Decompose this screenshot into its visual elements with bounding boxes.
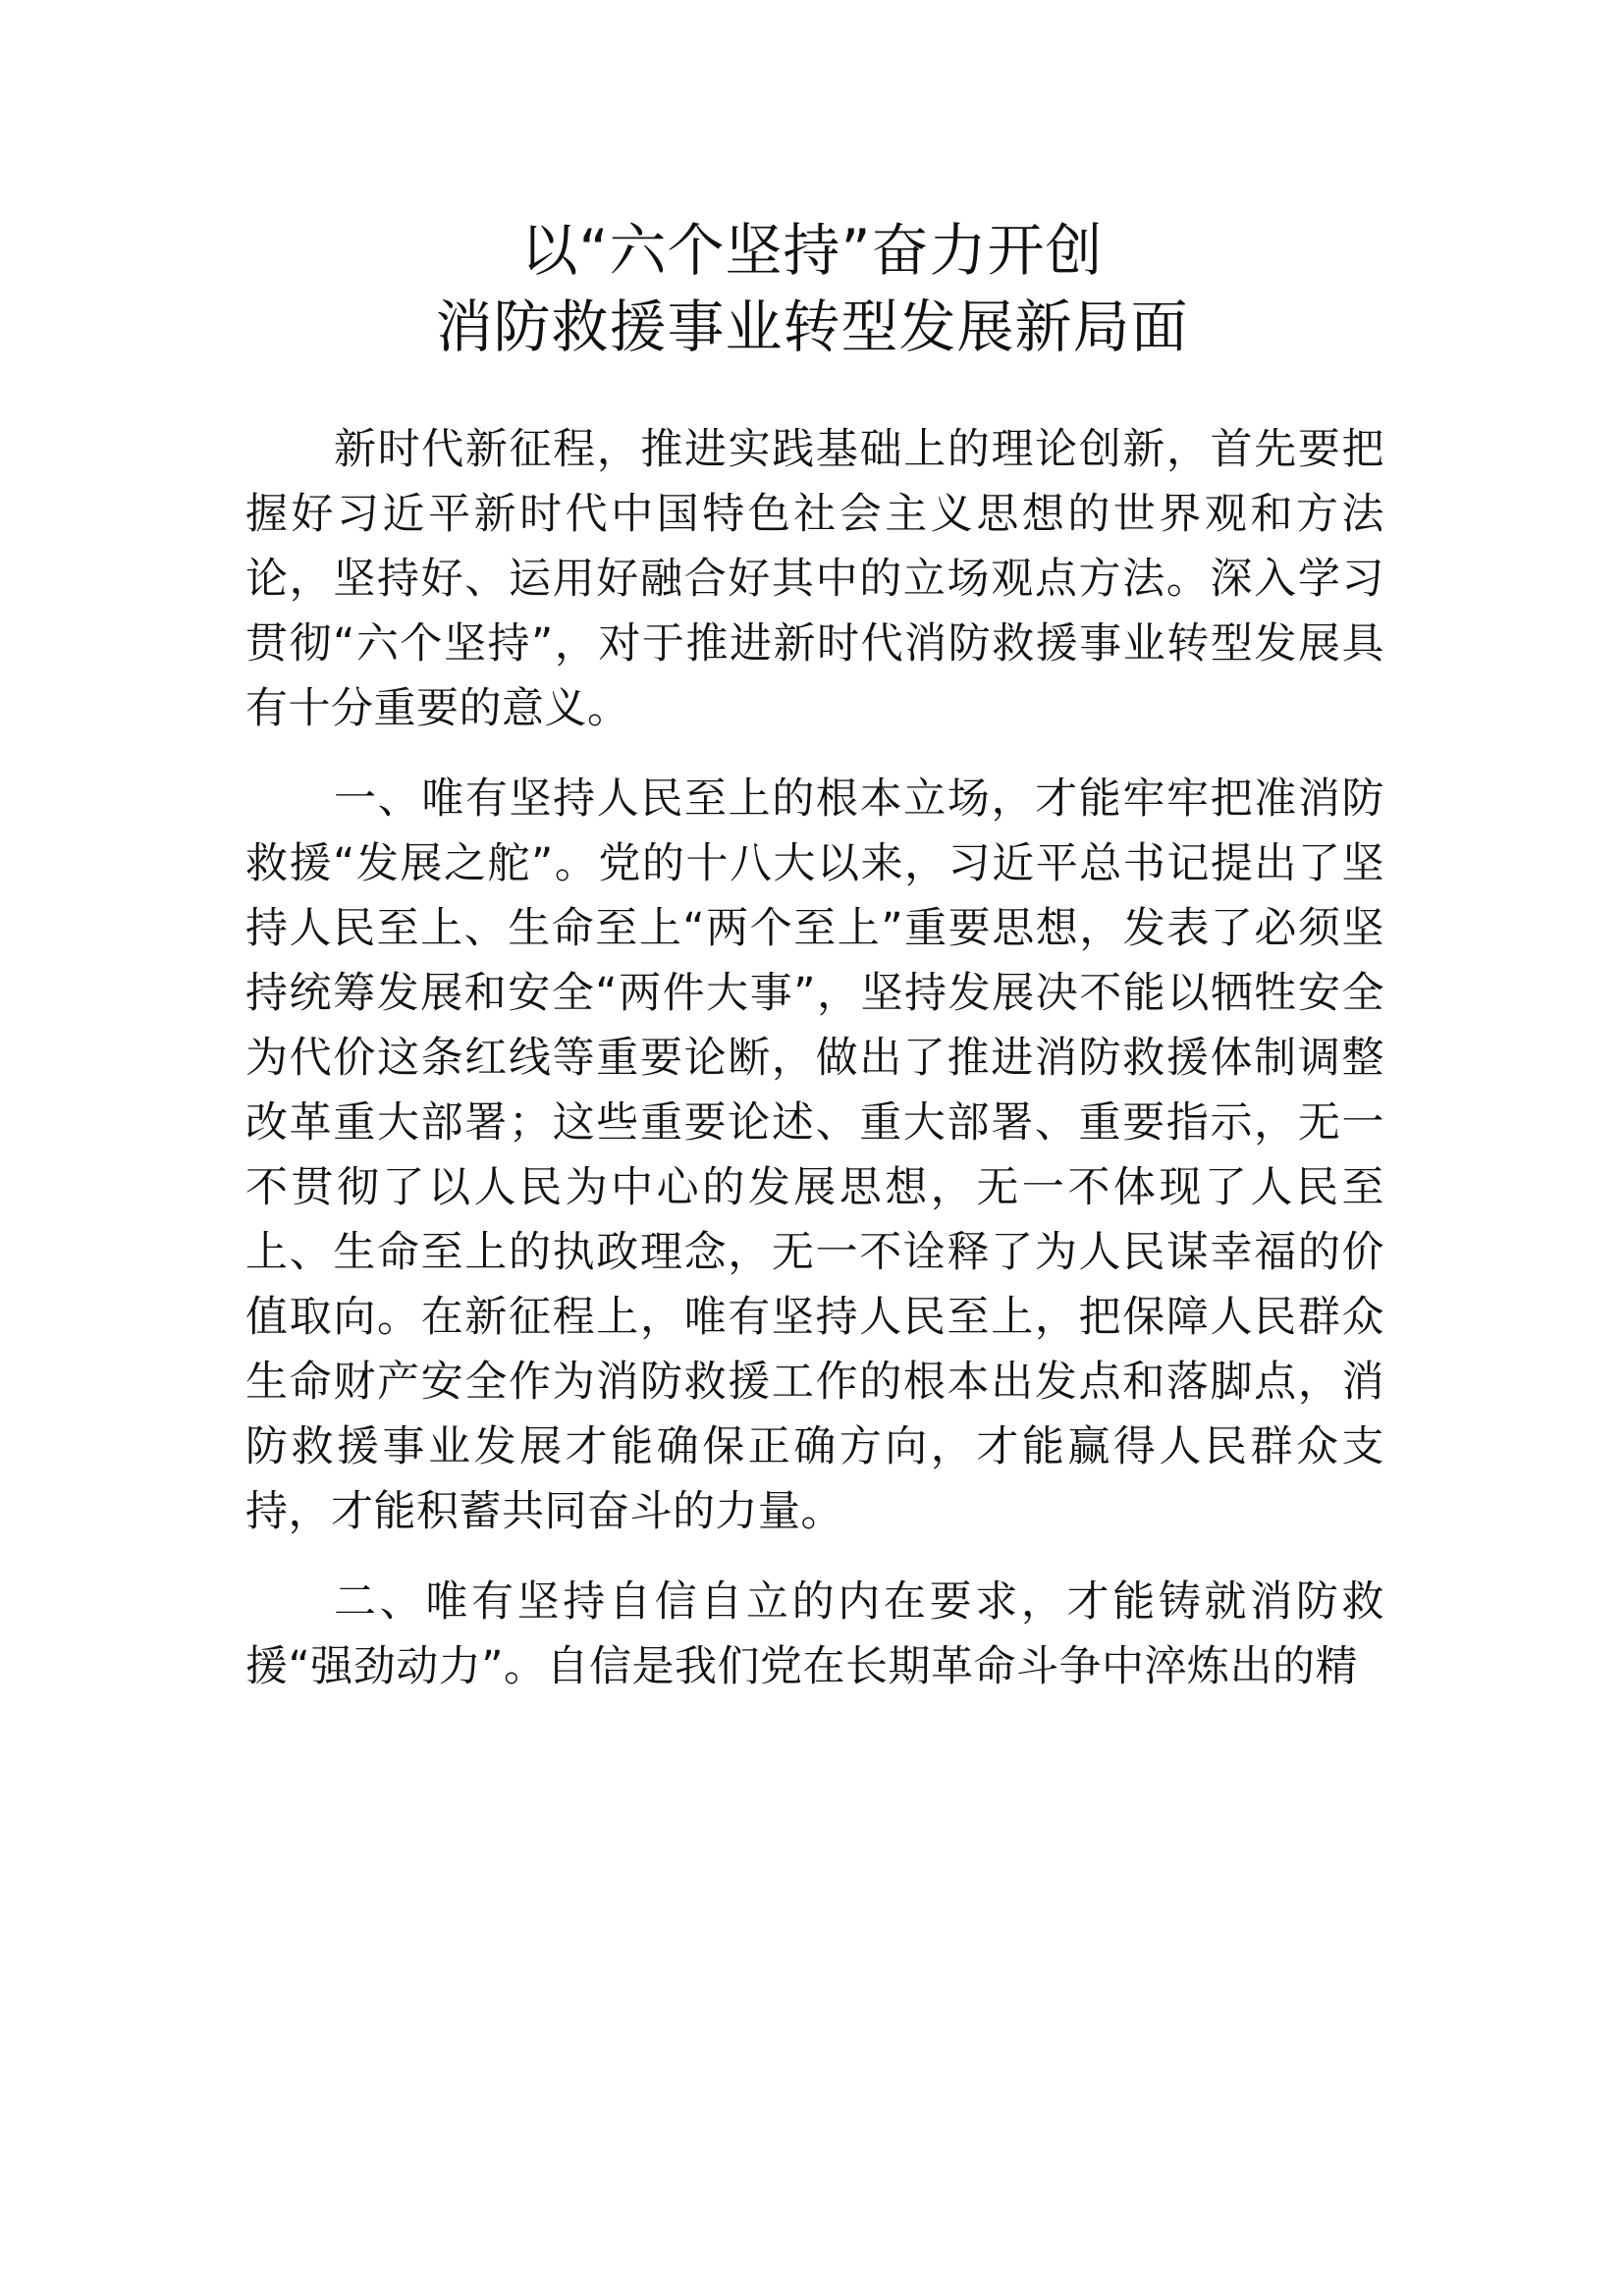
document-title: [0, 212, 1624, 365]
title-line-1: 以“六个坚持”奋力开创: [520, 217, 1104, 284]
paragraph-section-one: 一、唯有坚持人民至上的根本立场，才能牢牢把准消防救援“发展之舵”。党的十八大以来，习近平总书记提出了坚持人民至上、生命至上“两个至上”重要思想，发表了必须坚持统筹发展和安全“两件大事”，坚持发展决不能以牺牲安全为代价这条红线等重要论断，做出了推进消防救援体制调整改革重大部署；这些重要论述、重大部署、重要指示，无一不贯彻了以人民为中心的发展思想，无一不体现了人民至上、生命至上的执政理念，无一不诠释了为人民谋幸福的价值取向。在新征程上，唯有坚持人民至上，把保障人民群众生命财产安全作为消防救援工作的根本出发点和落脚点，消防救援事业发展才能确保正确方向，才能赢得人民群众支持，才能积蓄共同奋斗的力量。: [245, 774, 1384, 1536]
paragraph-intro: 新时代新征程，推进实践基础上的理论创新，首先要把握好习近平新时代中国特色社会主义思想的世界观和方法论，坚持好、运用好融合好其中的立场观点方法。深入学习贯彻“六个坚持”，对于推进新时代消防救援事业转型发展具有十分重要的意义。: [245, 425, 1384, 733]
document-body: [245, 417, 1384, 1699]
paragraph-section-two: 二、唯有坚持自信自立的内在要求，才能铸就消防救援“强劲动力”。自信是我们党在长期革命斗争中淬炼出的精: [245, 1577, 1384, 1691]
title-line-2: 消防救援事业转型发展新局面: [435, 294, 1189, 360]
